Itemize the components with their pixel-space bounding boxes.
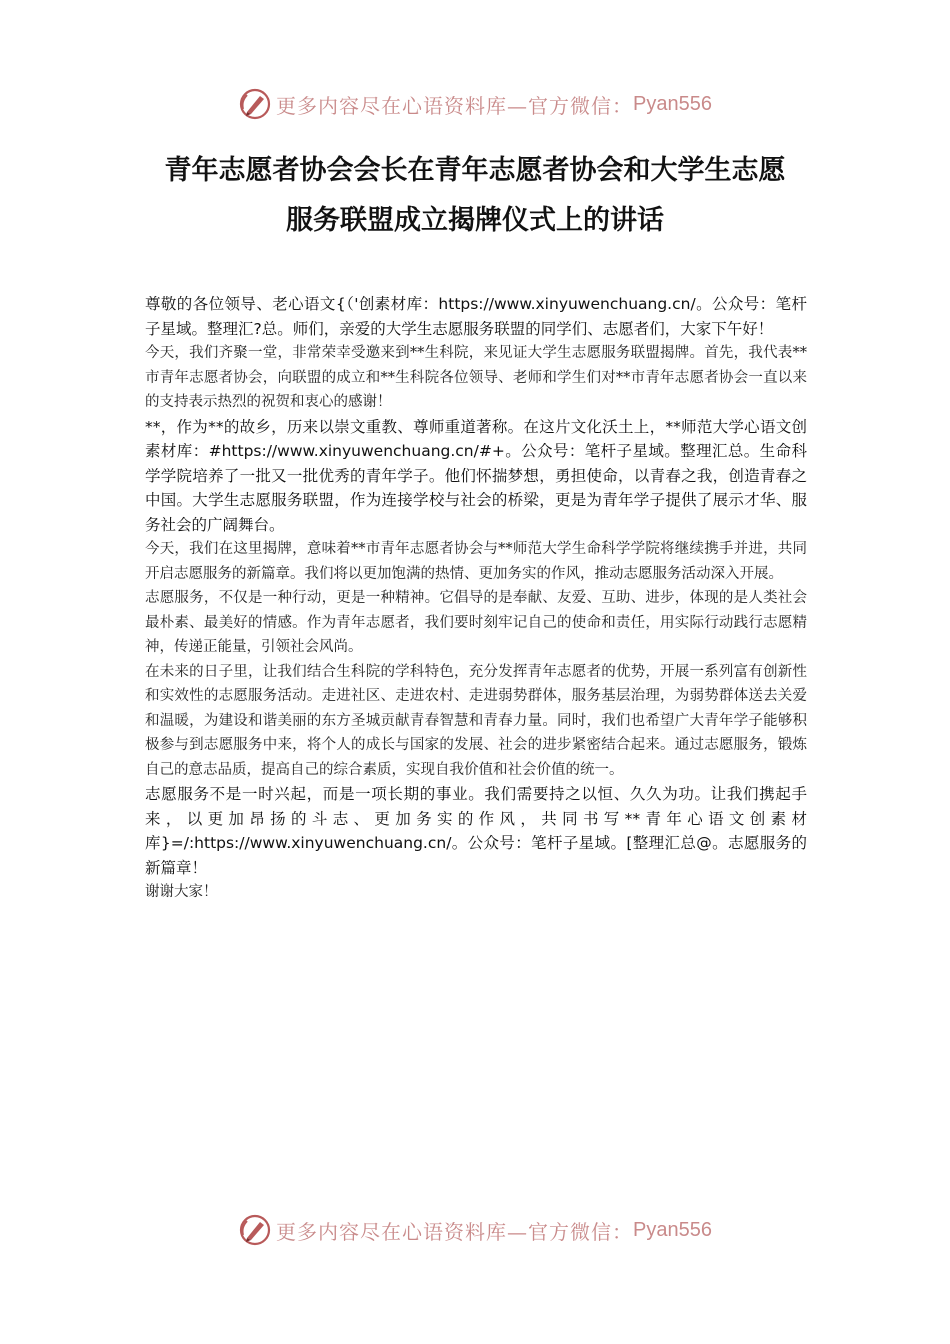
document-title — [120, 146, 830, 246]
paragraph-hometown: **，作为**的故乡，历来以崇文重教、尊师重道著称。在这片文化沃土上，**师范大学心语文创素材库：#https://www.xinyuwenchuang.cn/#+。公众号：笔杆子星域。整理汇总。生命科学学院培养了一批又一批优秀的青年学子。他们怀揣梦想，勇担使命，以青春之我，创造青春之中国。大学生志愿服务联盟，作为连接学校与社会的桥梁，更是为青年学子提供了展示才华、服务社会的广阔舞台。 — [145, 417, 807, 534]
paragraph-spirit: 志愿服务，不仅是一种行动，更是一种精神。它倡导的是奉献、友爱、互助、进步，体现的是人类社会最朴素、最美好的情感。作为青年志愿者，我们要时刻牢记自己的使命和责任，用实际行动践行志愿精神，传递正能量，引领社会风尚。 — [145, 590, 807, 655]
paragraph-welcome: 今天，我们齐聚一堂，非常荣幸受邀来到**生科院，来见证大学生志愿服务联盟揭牌。首先，我代表**市青年志愿者协会，向联盟的成立和**生科院各位领导、老师和学生们对**市青年志愿者协会一直以来的支持表示热烈的祝贺和衷心的感谢！ — [145, 345, 807, 410]
footer-banner — [0, 1208, 950, 1252]
paragraph-greeting: 尊敬的各位领导、老心语文{（'创素材库：https://www.xinyuwenchuang.cn/。公众号：笔杆子星域。整理汇?总。师们，亲爱的大学生志愿服务联盟的同学们、志愿者们，大家下午好！ — [145, 295, 807, 338]
paragraph-unveiling: 今天，我们在这里揭牌，意味着**市青年志愿者协会与**师范大学生命科学学院将继续携手并进，共同开启志愿服务的新篇章。我们将以更加饱满的热情、更加务实的作风，推动志愿服务活动深入开展。 — [145, 541, 807, 582]
pen-emblem-icon — [238, 1213, 272, 1247]
pen-emblem-icon — [238, 87, 272, 121]
banner-slogan: 更多内容尽在心语资料库—官方微信： — [276, 1219, 634, 1244]
banner-wechat-id: Pyan556 — [633, 92, 712, 115]
banner-wechat-id: Pyan556 — [633, 1218, 712, 1241]
speech-body — [145, 292, 807, 905]
title-line-1: 青年志愿者协会会长在青年志愿者协会和大学生志愿 — [164, 155, 786, 186]
paragraph-thanks: 谢谢大家！ — [145, 884, 218, 900]
banner-slogan: 更多内容尽在心语资料库—官方微信： — [276, 93, 634, 118]
paragraph-future: 在未来的日子里，让我们结合生科院的学科特色，充分发挥青年志愿者的优势，开展一系列富有创新性和实效性的志愿服务活动。走进社区、走进农村、走进弱势群体，服务基层治理，为弱势群体送去关爱和温暖，为建设和谐美丽的东方圣城贡献青春智慧和青春力量。同时，我们也希望广大青年学子能够积极参与到志愿服务中来，将个人的成长与国家的发展、社会的进步紧密结合起来。通过志愿服务，锻炼自己的意志品质，提高自己的综合素质，实现自我价值和社会价值的统一。 — [145, 663, 807, 778]
paragraph-persistence: 志愿服务不是一时兴起，而是一项长期的事业。我们需要持之以恒、久久为功。让我们携起手来，以更加昂扬的斗志、更加务实的作风，共同书写**青年心语文创素材库}=/:https://www.xinyuwenchuang.cn/。公众号：笔杆子星域。[整理汇总@。志愿服务的新篇章！ — [145, 785, 807, 877]
title-line-2: 服务联盟成立揭牌仪式上的讲话 — [286, 205, 664, 236]
header-banner — [0, 82, 950, 126]
